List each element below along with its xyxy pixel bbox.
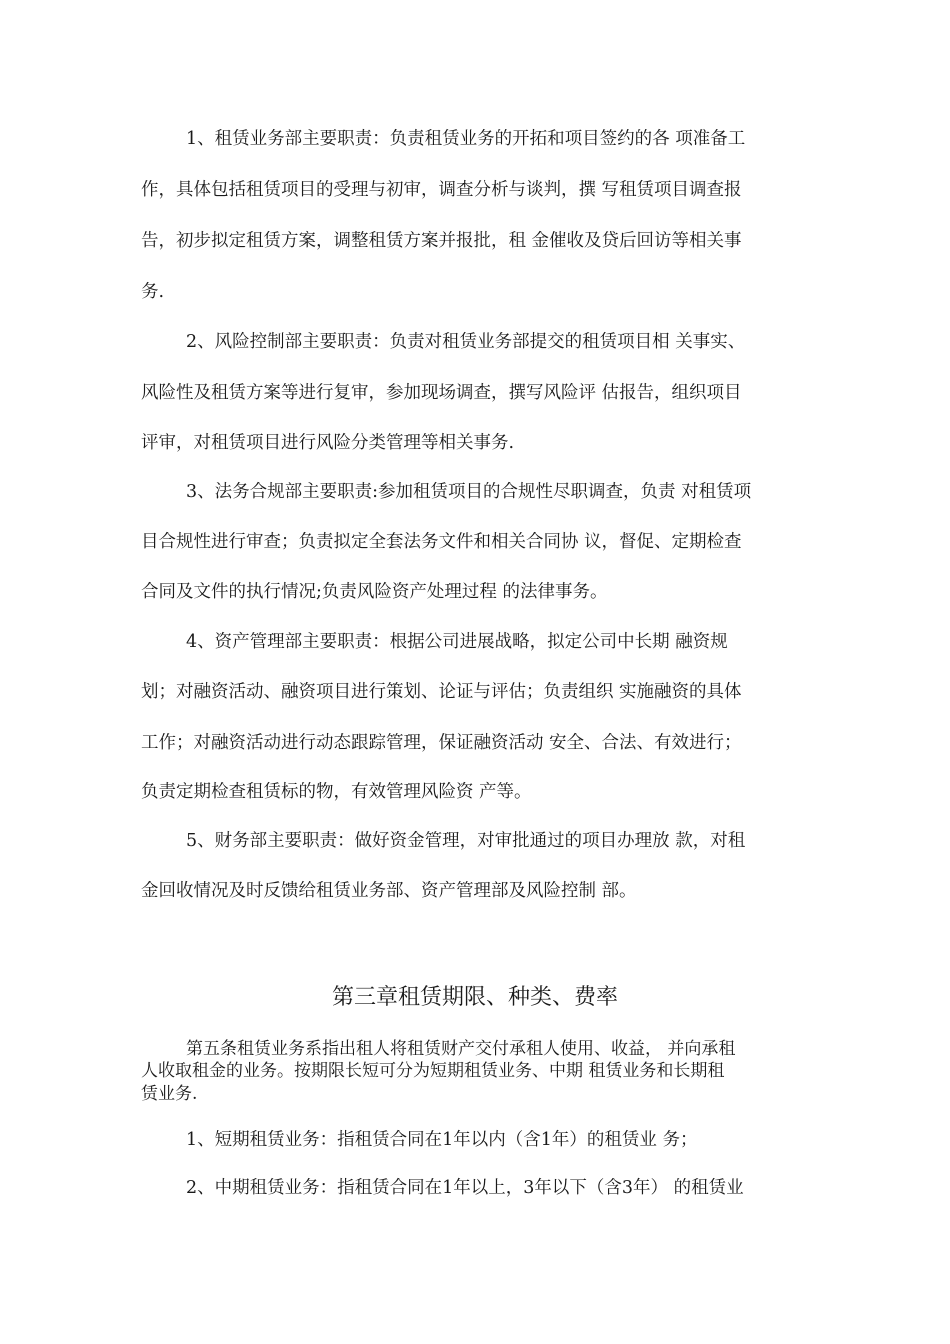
para2-line-1: 2、风险控制部主要职责：负责对租赁业务部提交的租赁项目相 关事实、 [186,332,746,352]
article5-line-2: 人收取租金的业务。按期限长短可分为短期租赁业务、中期 租赁业务和长期租 [141,1061,725,1081]
para1-line-2: 作，具体包括租赁项目的受理与初审，调查分析与谈判，撰 写租赁项目调查报 [141,180,742,200]
para4-line-3: 工作；对融资活动进行动态跟踪管理，保证融资活动 安全、合法、有效进行； [141,733,742,753]
para4-line-4: 负责定期检查租赁标的物，有效管理风险资 产等。 [141,782,532,802]
para1-line-1: 1、租赁业务部主要职责：负责租赁业务的开拓和项目签约的各 项准备工 [186,129,746,149]
para5-line-1: 5、财务部主要职责：做好资金管理，对审批通过的项目办理放 款，对租 [186,831,746,851]
chapter-heading: 第三章租赁期限、种类、费率 [331,985,618,1010]
para3-line-1: 3、法务合规部主要职责:参加租赁项目的合规性尽职调查，负责 对租赁项 [186,482,752,502]
para3-line-2: 目合规性进行审查；负责拟定全套法务文件和相关合同协 议，督促、定期检查 [141,532,742,552]
para2-line-3: 评审，对租赁项目进行风险分类管理等相关事务. [141,433,515,453]
para5-line-2: 金回收情况及时反馈给租赁业务部、资产管理部及风险控制 部。 [141,881,637,901]
para4-line-2: 划；对融资活动、融资项目进行策划、论证与评估；负责组织 实施融资的具体 [141,682,742,702]
article5-line-1: 第五条租赁业务系指出租人将租赁财产交付承租人使用、收益， 并向承租 [186,1039,736,1059]
item-medium-term: 2、中期租赁业务：指租赁合同在1年以上，3年以下（含3年） 的租赁业 [186,1178,744,1198]
para2-line-2: 风险性及租赁方案等进行复审，参加现场调查，撰写风险评 估报告，组织项目 [141,383,742,403]
para3-line-3: 合同及文件的执行情况;负责风险资产处理过程 的法律事务。 [141,582,608,602]
para1-line-4: 务. [141,282,165,302]
item-short-term: 1、短期租赁业务：指租赁合同在1年以内（含1年）的租赁业 务； [186,1130,698,1150]
para4-line-1: 4、资产管理部主要职责：根据公司进展战略，拟定公司中长期 融资规 [186,632,728,652]
article5-line-3: 赁业务. [141,1084,198,1104]
para1-line-3: 告，初步拟定租赁方案，调整租赁方案并报批，租 金催收及贷后回访等相关事 [141,231,742,251]
